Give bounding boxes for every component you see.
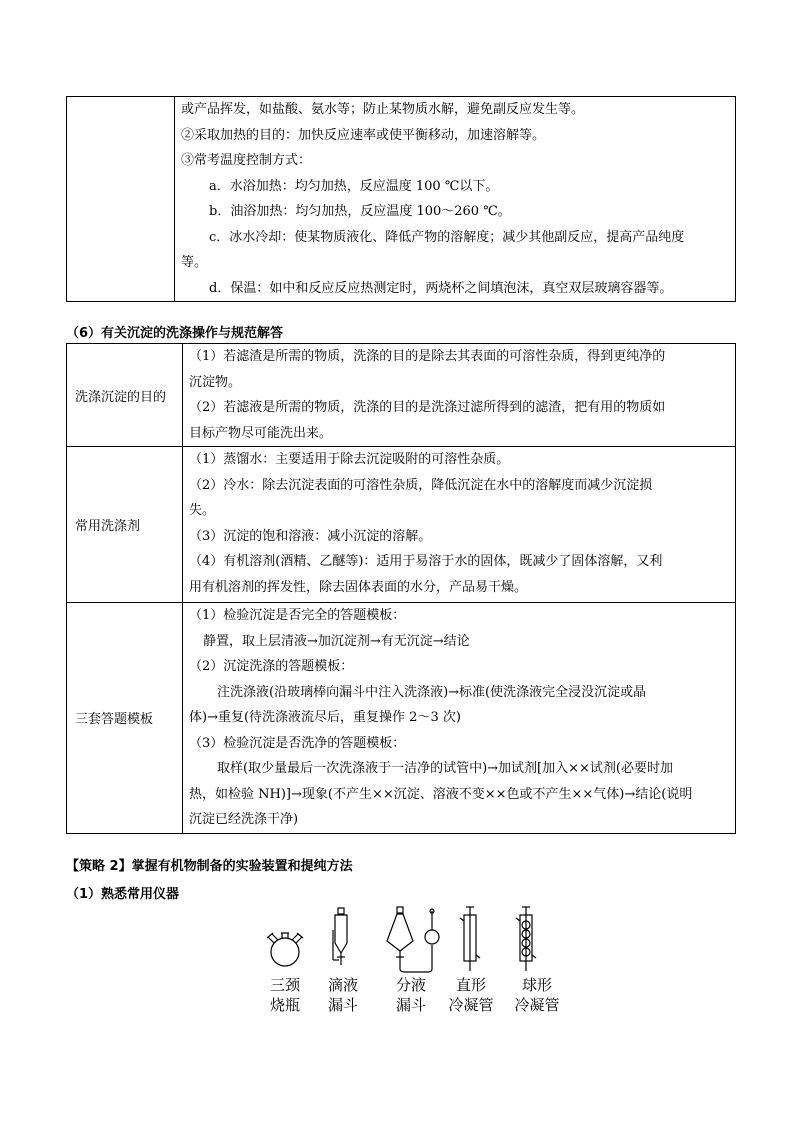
row-content (183, 447, 736, 603)
row-content (183, 344, 736, 447)
apparatus-label-line2: 烧瓶 (269, 996, 300, 1014)
top-table-content-cell (175, 97, 736, 302)
row-content (183, 603, 736, 834)
table-row (67, 447, 736, 603)
straight-condenser-icon (460, 907, 480, 971)
apparatus-label-line2: 冷凝管 (514, 996, 560, 1014)
apparatus-label-line2: 漏斗 (395, 996, 426, 1014)
row3-line-2: 静置，取上层清液→加沉淀剂→有无沉淀→结论 (203, 633, 470, 649)
apparatus-figure (250, 905, 570, 975)
row3-line-4: 注洗涤液(沿玻璃棒向漏斗中注入洗涤液)→标准(使洗涤液完全浸没沉淀或晶 (217, 684, 647, 700)
three-neck-flask-icon (267, 933, 303, 966)
washing-table (66, 343, 736, 834)
apparatus-label-line1: 球形 (521, 976, 552, 994)
table-row (67, 603, 736, 834)
apparatus-label (255, 975, 315, 1015)
apparatus-label-line1: 滴液 (327, 976, 358, 994)
row2-line-6: 用有机溶剂的挥发性，除去固体表面的水分，产品易干燥。 (189, 579, 528, 595)
row3-line-7: 取样(取少量最后一次洗涤液于一洁净的试管中)→加试剂[加入××试剂(必要时加 (217, 761, 673, 776)
top-line-7: 等。 (181, 255, 208, 270)
strategy2-subtitle: （1）熟悉常用仪器 (66, 887, 180, 902)
apparatus-label (507, 975, 567, 1015)
separatory-funnel-icon (387, 907, 439, 972)
top-line-4: a．水浴加热：均匀加热，反应温度 100 ℃以下。 (209, 178, 499, 194)
row1-line-2: 沉淀物。 (189, 374, 242, 390)
row3-line-9: 沉淀已经洗涤干净) (189, 812, 299, 827)
row3-line-3: （2）沉淀洗涤的答题模板： (189, 659, 354, 674)
row2-line-4: （3）沉淀的饱和溶液：减小沉淀的溶解。 (189, 528, 432, 544)
apparatus-label-line1: 直形 (455, 976, 486, 994)
section6-title: （6）有关沉淀的洗涤操作与规范解答 (66, 326, 284, 341)
row1-line-3: （2）若滤液是所需的物质，洗涤的目的是洗涤过滤所得到的滤渣，把有用的物质如 (189, 400, 666, 415)
apparatus-label-line1: 三颈 (269, 976, 300, 994)
top-line-5: b．油浴加热：均匀加热，反应温度 100～260 ℃。 (209, 204, 511, 219)
table-row (67, 344, 736, 447)
row2-line-5: （4）有机溶剂(酒精、乙醚等)：适用于易溶于水的固体，既减少了固体溶解，又利 (189, 554, 663, 569)
top-line-3: ③常考温度控制方式： (181, 153, 312, 168)
row3-line-1: （1）检验沉淀是否完全的答题模板： (189, 608, 406, 623)
row3-line-6: （3）检验沉淀是否洗净的答题模板： (189, 735, 406, 751)
bulb-condenser-icon (516, 907, 536, 971)
top-table (66, 96, 736, 302)
apparatus-label-line2: 漏斗 (327, 996, 358, 1014)
apparatus-label (313, 975, 373, 1015)
dropping-funnel-icon (333, 908, 347, 965)
row-label: 洗涤沉淀的目的 (67, 344, 183, 447)
row3-line-5: 体)→重复(待洗涤液流尽后，重复操作 2～3 次) (189, 710, 461, 725)
row-label: 三套答题模板 (67, 603, 183, 834)
apparatus-label (441, 975, 501, 1015)
top-line-2: ②采取加热的目的：加快反应速率或使平衡移动，加速溶解等。 (181, 127, 546, 143)
row2-line-1: （1）蒸馏水：主要适用于除去沉淀吸附的可溶性杂质。 (189, 452, 510, 467)
top-line-1: 或产品挥发，如盐酸、氨水等；防止某物质水解，避免副反应发生等。 (181, 102, 585, 117)
row2-line-2: （2）冷水：除去沉淀表面的可溶性杂质，降低沉淀在水中的溶解度而减少沉淀损 (189, 477, 653, 493)
top-line-6: c．冰水冷却：使某物质液化、降低产物的溶解度；减少其他副反应，提高产品纯度 (209, 229, 685, 245)
row2-line-3: 失。 (189, 503, 216, 518)
row1-line-1: （1）若滤渣是所需的物质，洗涤的目的是除去其表面的可溶性杂质，得到更纯净的 (189, 349, 666, 364)
apparatus-label-line1: 分液 (395, 976, 426, 994)
row1-line-4: 目标产物尽可能洗出来。 (189, 425, 333, 441)
apparatus-label-line2: 冷凝管 (448, 996, 494, 1014)
strategy2-title: 【策略 2】掌握有机物制备的实验装置和提纯方法 (66, 859, 353, 874)
top-table-label-cell (67, 97, 175, 302)
top-line-8: d．保温：如中和反应反应热测定时，两烧杯之间填泡沫，真空双层玻璃容器等。 (209, 280, 673, 296)
apparatus-label (381, 975, 441, 1015)
row-label: 常用洗涤剂 (67, 447, 183, 603)
row3-line-8: 热，如检验 NH)]→现象(不产生××沉淀、溶液不变××色或不产生××气体)→结论(说明 (189, 786, 693, 802)
